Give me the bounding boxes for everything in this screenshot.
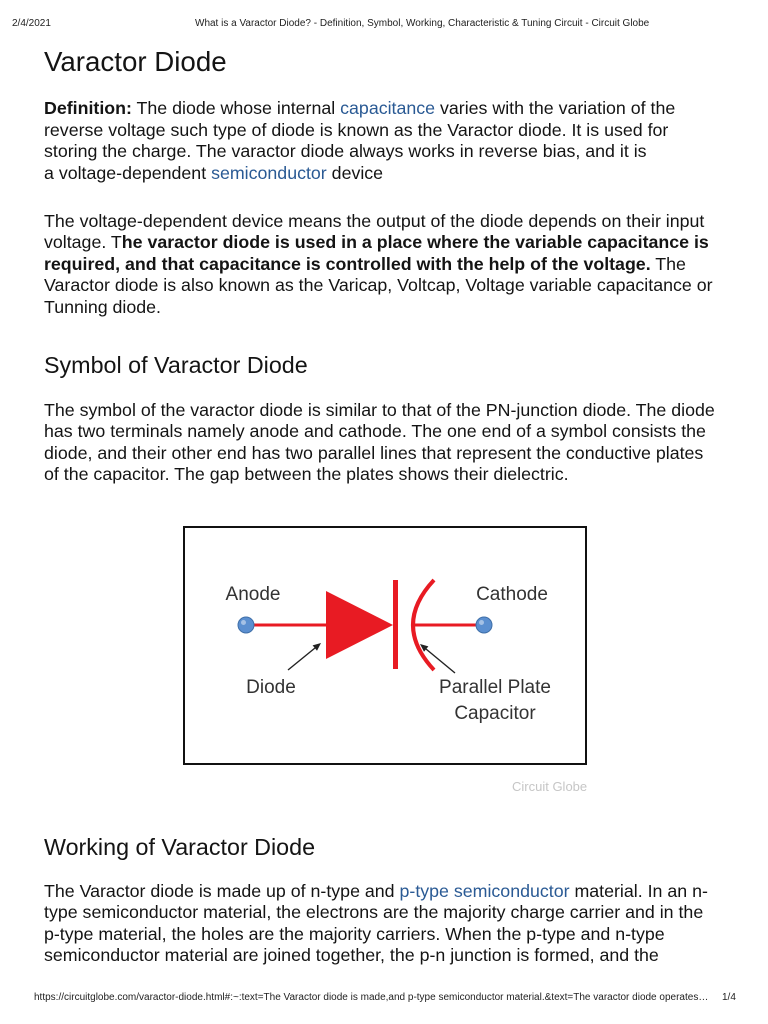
capacitor-straight-plate xyxy=(393,580,398,669)
semiconductor-link[interactable]: semiconductor xyxy=(211,162,327,183)
section-heading-symbol: Symbol of Varactor Diode xyxy=(44,352,308,378)
voltage-dependent-paragraph xyxy=(44,211,720,319)
definition-paragraph xyxy=(44,98,720,184)
definition-text-middle: varies with the variation of the reverse voltage such type of diode is known as the Varactor diode. It is used for storing the charge. The varactor diode always works in reverse bias, and it is a voltage-dependent xyxy=(44,98,676,183)
symbol-paragraph: The symbol of the varactor diode is similar to that of the PN-junction diode. The diode has two terminals namely anode and cathode. The one end of a symbol consists the diode, and their other end has two parallel lines that represent the conductive plates of the capacitor. The gap between the plates shows their dielectric. xyxy=(44,399,715,484)
anode-label: Anode xyxy=(225,584,281,605)
working-text-start: The Varactor diode is made up of n-type and xyxy=(44,880,400,901)
figure-frame xyxy=(184,527,586,764)
capacitance-link[interactable]: capacitance xyxy=(340,98,436,118)
working-paragraph xyxy=(44,881,720,967)
working-text-end: material. In an n-type semiconductor material, the electrons are the majority charge carrier and in the p-type material, the holes are the majority carriers. When the p-type and n-type semiconductor material are joined together, the p-n junction is formed, and the xyxy=(44,880,708,965)
cathode-label: Cathode xyxy=(476,584,548,605)
cathode-terminal xyxy=(476,617,492,633)
definition-text-start: The diode whose internal xyxy=(131,98,341,118)
definition-text-end: device xyxy=(326,162,384,183)
varactor-symbol-figure xyxy=(183,526,587,765)
section-heading-working: Working of Varactor Diode xyxy=(44,834,316,860)
image-credit-watermark: Circuit Globe xyxy=(512,779,588,794)
p-type-semiconductor-link[interactable]: p-type semiconductor xyxy=(399,880,570,901)
print-date: 2/4/2021 xyxy=(12,18,51,29)
anode-terminal xyxy=(238,617,254,633)
page-title: Varactor Diode xyxy=(44,46,227,77)
definition-label: Definition: xyxy=(44,98,132,118)
print-page-title: What is a Varactor Diode? - Definition, Symbol, Working, Characteristic & Tuning Circuit - Circuit Globe xyxy=(195,18,650,29)
diode-label: Diode xyxy=(246,677,296,698)
voltage-emphasis-text: he varactor diode is used in a place where the variable capacitance is required, and that capacitance is controlled with the help of the voltage. xyxy=(44,232,709,274)
cathode-terminal-highlight xyxy=(479,620,484,625)
print-page-url: https://circuitglobe.com/varactor-diode.html#:~:text=The Varactor diode is made,and p-type semiconductor material.&text=The varactor diode operates… xyxy=(34,992,709,1003)
voltage-text-end: The Varactor diode is also known as the Varicap, Voltcap, Voltage variable capacitance or Tunning diode. xyxy=(44,253,713,317)
capacitor-label-line2: Capacitor xyxy=(454,703,536,724)
print-page-number: 1/4 xyxy=(722,992,736,1003)
anode-terminal-highlight xyxy=(241,620,246,625)
voltage-text-start: The voltage-dependent device means the output of the diode depends on their input voltage. T xyxy=(44,210,705,252)
capacitor-label-line1: Parallel Plate xyxy=(439,677,551,698)
